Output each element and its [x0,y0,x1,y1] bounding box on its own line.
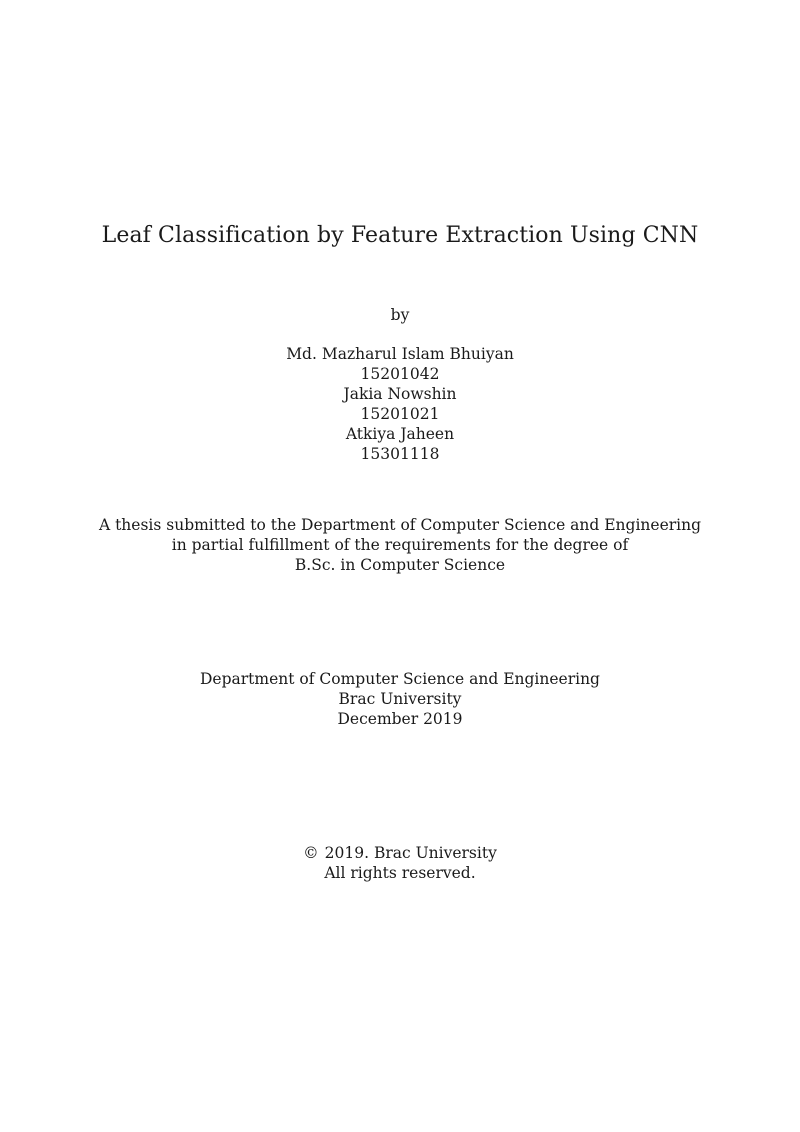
copyright-line [0,843,800,863]
author-name: Atkiya Jaheen [345,425,455,443]
department-name: Department of Computer Science and Engineering [200,670,600,688]
rights-reserved: All rights reserved. [324,864,476,882]
institution-block [0,669,800,729]
student-id: 15301118 [360,445,440,463]
student-id: 15201042 [360,365,440,383]
copyright-icon: © [303,844,319,862]
by-line: by [390,306,410,324]
copyright-text: 2019. Brac University [324,844,497,862]
thesis-statement-line: A thesis submitted to the Department of Computer Science and Engineering [98,516,702,534]
submission-date: December 2019 [337,710,463,728]
university-name: Brac University [338,690,462,708]
author-name: Jakia Nowshin [343,385,457,403]
author-list [0,344,800,464]
thesis-statement-line: in partial fulfillment of the requirements for the degree of [171,536,629,554]
thesis-statement [0,515,800,575]
page-title: Leaf Classification by Feature Extraction Using CNN [101,223,699,248]
thesis-statement-line: B.Sc. in Computer Science [294,556,506,574]
copyright-block [0,843,800,883]
student-id: 15201021 [360,405,440,423]
author-name: Md. Mazharul Islam Bhuiyan [286,345,514,363]
